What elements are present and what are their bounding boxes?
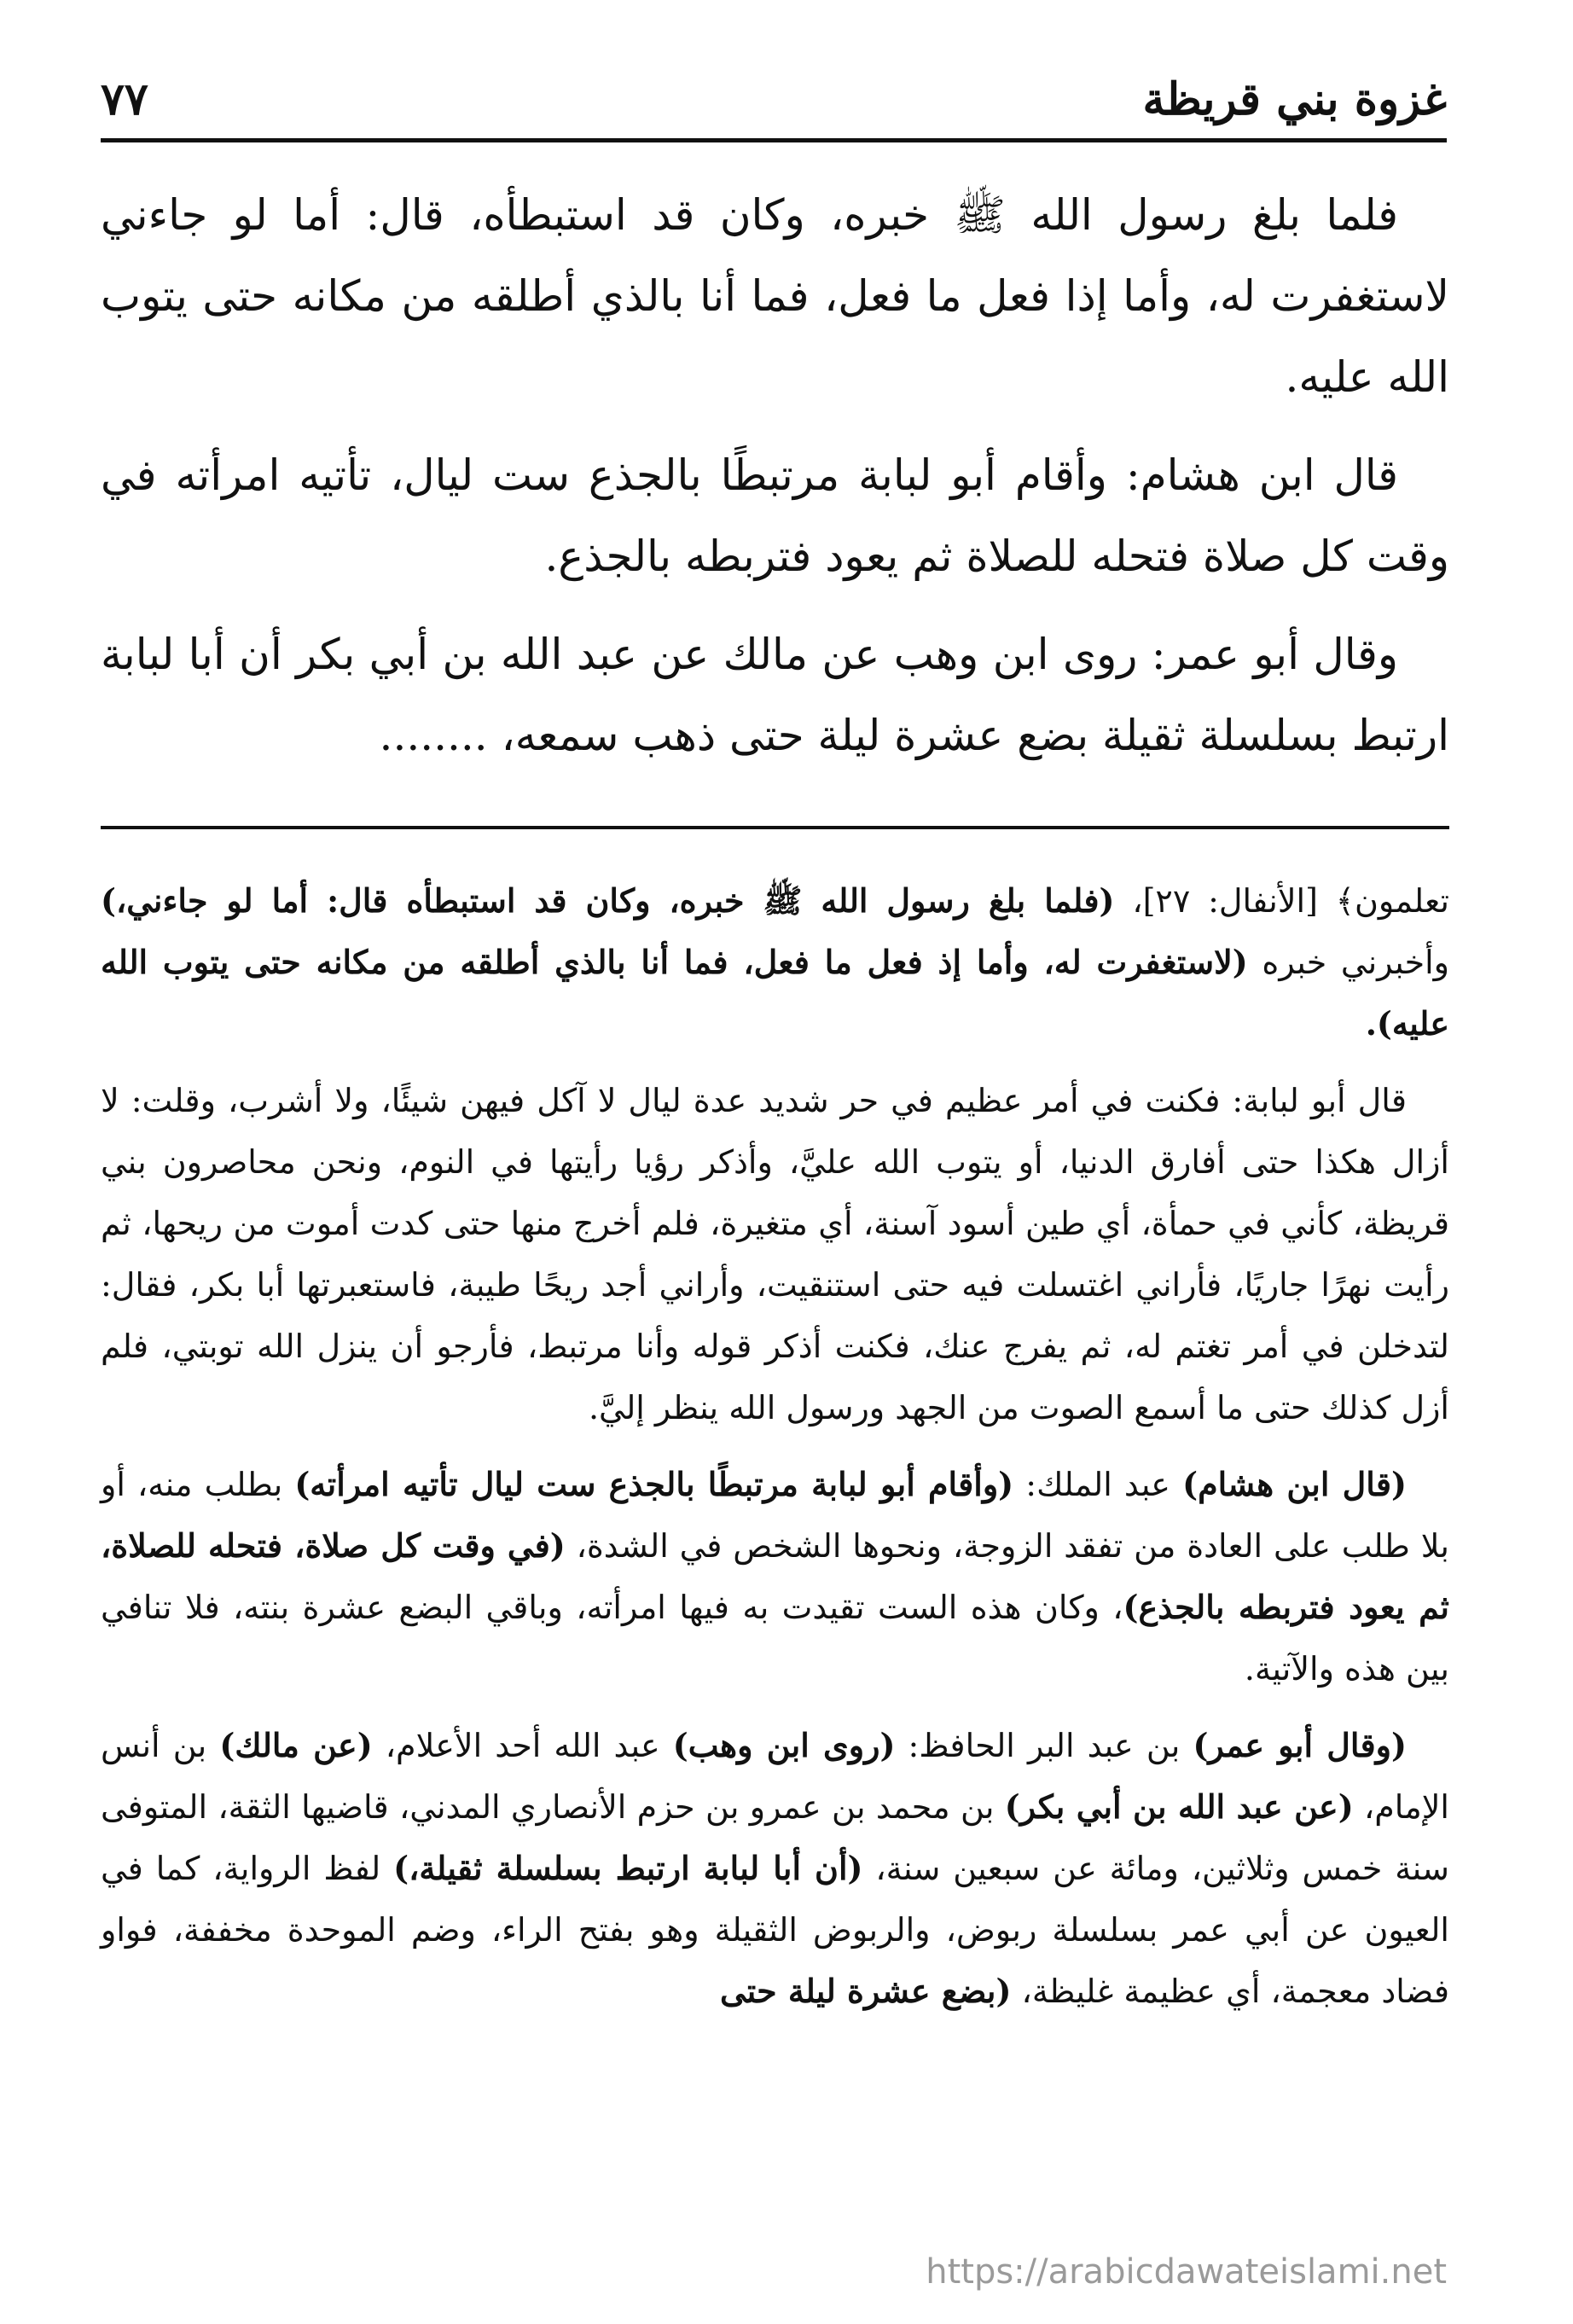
quoted-text: (وأقام أبو لبابة مرتبطًا بالجذع ست ليال تأتيه امرأته) xyxy=(294,1465,1014,1503)
quoted-text: (لاستغفرت له، وأما إذ فعل ما فعل، فما أنا بالذي أطلقه من مكانه حتى يتوب الله عليه). xyxy=(101,943,1449,1043)
main-paragraph-1: فلما بلغ رسول الله ﷺ خبره، وكان قد استبطأه، قال: أما لو جاءني لاستغفرت له، وأما إذا فعل ما فعل، فما أنا بالذي أطلقه من مكانه حتى يتوب الله عليه. xyxy=(101,190,1449,402)
quoted-text: (روى ابن وهب) xyxy=(672,1726,896,1764)
running-title: غزوة بني قريظة xyxy=(1142,73,1447,125)
quoted-text: (أن أبا لبابة ارتبط بسلسلة ثقيلة،) xyxy=(393,1849,863,1887)
quoted-text: (فلما بلغ رسول الله ﷺ خبره، وكان قد استبطأه قال: أما لو جاءني،) xyxy=(101,881,1115,920)
commentary-text: بن أنس الإمام، xyxy=(101,1727,1449,1826)
quoted-text: (قال ابن هشام) xyxy=(1182,1465,1408,1503)
commentary-text: ، وكان هذه الست تقيدت به فيها امرأته، وباقي البضع عشرة بنته، فلا تنافي بين هذه والآتية. xyxy=(101,1589,1449,1688)
page-number: ٧٧ xyxy=(101,73,148,125)
main-paragraph-2: قال ابن هشام: وأقام أبو لبابة مرتبطًا بالجذع ست ليال، تأتيه امرأته في وقت كل صلاة فتحله للصلاة ثم يعود فتربطه بالجذع. xyxy=(101,450,1449,581)
commentary xyxy=(101,870,1449,2037)
main-paragraph-3: وقال أبو عمر: روى ابن وهب عن مالك عن عبد الله بن أبي بكر أن أبا لبابة ارتبط بسلسلة ثقيلة بضع عشرة ليلة حتى ذهب سمعه، ........ xyxy=(101,630,1449,760)
main-text xyxy=(101,175,1449,793)
commentary-paragraph-1 xyxy=(101,870,1449,1055)
commentary-text: بطلب منه، أو بلا طلب على العادة من تفقد الزوجة، ونحوها الشخص في الشدة، xyxy=(101,1466,1449,1565)
commentary-paragraph-3 xyxy=(101,1454,1449,1699)
watermark-url: https://arabicdawateislami.net xyxy=(926,2252,1447,2292)
commentary-text: لفظ الرواية، كما في العيون عن أبي عمر بسلسلة ربوض، والربوض الثقيلة وهو بفتح الراء، وضم الموحدة مخففة، فواو فضاد معجمة، أي عظيمة غليظة، xyxy=(101,1850,1449,2010)
quoted-text: (بضع عشرة ليلة حتى xyxy=(719,1972,1012,2010)
commentary-text: تعلمون﴾ [الأنفال: ٢٧]، xyxy=(1114,882,1449,920)
quoted-text: (وقال أبو عمر) xyxy=(1193,1726,1407,1764)
quoted-text: (عن عبد الله بن أبي بكر) xyxy=(1004,1787,1354,1826)
commentary-text: عبد الله أحد الأعلام، xyxy=(372,1727,673,1764)
commentary-text: عبد الملك: xyxy=(1013,1466,1183,1503)
commentary-text: بن عبد البر الحافظ: xyxy=(895,1727,1193,1764)
page-header xyxy=(101,60,1447,142)
commentary-paragraph-4 xyxy=(101,1715,1449,2022)
commentary-text: وأخبرني خبره xyxy=(1247,944,1449,981)
footnote-divider xyxy=(101,826,1449,829)
quoted-text: (في وقت كل صلاة، فتحله للصلاة، ثم يعود فتربطه بالجذع) xyxy=(101,1526,1449,1626)
quoted-text: (عن مالك) xyxy=(219,1726,373,1764)
commentary-paragraph-2: قال أبو لبابة: فكنت في أمر عظيم في حر شديد عدة ليال لا آكل فيهن شيئًا، ولا أشرب، وقلت: لا أزال هكذا حتى أفارق الدنيا، أو يتوب الله عليَّ، وأذكر رؤيا رأيتها في النوم، ونحن محاصرون بني قريظة، كأني في حمأة، أي طين أسود آسنة، أي متغيرة، فلم أخرج منها حتى كدت أموت من ريحها، ثم رأيت نهرًا جاريًا، فأراني اغتسلت فيه حتى استنقيت، وأراني أجد ريحًا طيبة، فاستعبرتها أبا بكر، فقال: لتدخلن في أمر تغتم له، ثم يفرج عنك، فكنت أذكر قوله وأنا مرتبط، فأرجو أن ينزل الله توبتي، فلم أزل كذلك حتى ما أسمع الصوت من الجهد ورسول الله ينظر إليَّ. xyxy=(101,1082,1449,1426)
commentary-text: بن محمد بن عمرو بن حزم الأنصاري المدني، قاضيها الثقة، المتوفى سنة خمس وثلاثين، ومائة عن سبعين سنة، xyxy=(101,1788,1449,1887)
